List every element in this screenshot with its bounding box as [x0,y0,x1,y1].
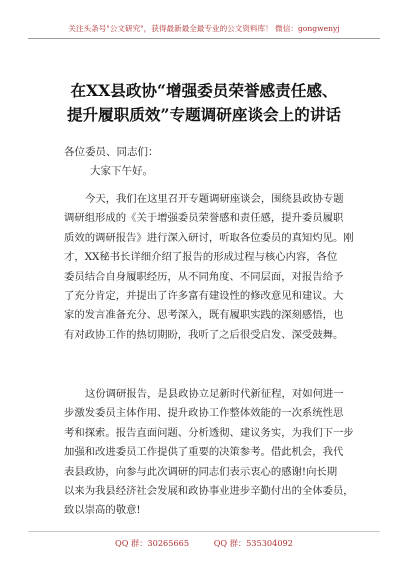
paragraph-line: 这份调研报告，是县政协立足新时代新征程，对如何进一 [85,388,344,400]
paragraph-line: 加强和改进委员工作提供了重要的决策参考。借此机会，我代 [64,446,344,459]
title-line: 在XX县政协“增强委员荣誉感责任感、 [70,81,338,100]
footer-divider [28,531,380,532]
qq-group-2: QQ 群：535304092 [213,538,293,548]
qq-group-1: QQ 群：30265665 [115,538,190,548]
footer-contacts [0,538,408,549]
salutation: 各位委员、同志们： [64,146,159,158]
paragraph-line: 委员结合自身履职经历，从不同角度、不同层面，对报告给予 [64,270,344,283]
paragraph-line: 质效的调研报告》进行深入研讨，听取各位委员的真知灼见。刚 [64,231,354,244]
title-line: 提升履职质效”专题调研座谈会上的讲话 [66,105,342,124]
paragraph-line: 以来为我县经济社会发展和政协事业进步辛勤付出的全体委员， [64,484,354,497]
greeting: 大家下午好。 [90,165,153,177]
paragraph-line: 才，XX秘书长详细介绍了报告的形成过程与核心内容，各位 [64,251,338,264]
body-paragraph-2 [64,385,354,521]
header-divider [28,38,380,39]
body-paragraph-1 [64,190,354,345]
paragraph-line: 致以崇高的敬意! [64,504,141,517]
paragraph-line: 家的发言准备充分、思考深入，既有履职实践的深刻感悟，也 [64,309,344,322]
paragraph-line: 调研组形成的《关于增强委员荣誉感和责任感，提升委员履职 [64,212,344,225]
header-banner: 关注头条号"公文研究"，获得最新最全最专业的公文资料库！ 微信：gongwenyj [68,24,340,33]
paragraph-line: 了充分肯定，并提出了许多富有建设性的修改意见和建议。大 [64,289,344,302]
paragraph-line: 今天，我们在这里召开专题调研座谈会，围绕县政协专题 [85,193,344,205]
paragraph-line: 表县政协，向参与此次调研的同志们表示衷心的感谢!向长期 [64,465,338,478]
paragraph-line: 考和探索。报告直面问题、分析透彻、建议务实，为我们下一步 [64,426,354,439]
paragraph-line: 步激发委员主体作用、提升政协工作整体效能的一次系统性思 [64,407,344,420]
paragraph-line: 有对政协工作的热切期盼，我听了之后很受启发、深受鼓舞。 [64,328,344,341]
document-title [30,79,378,127]
